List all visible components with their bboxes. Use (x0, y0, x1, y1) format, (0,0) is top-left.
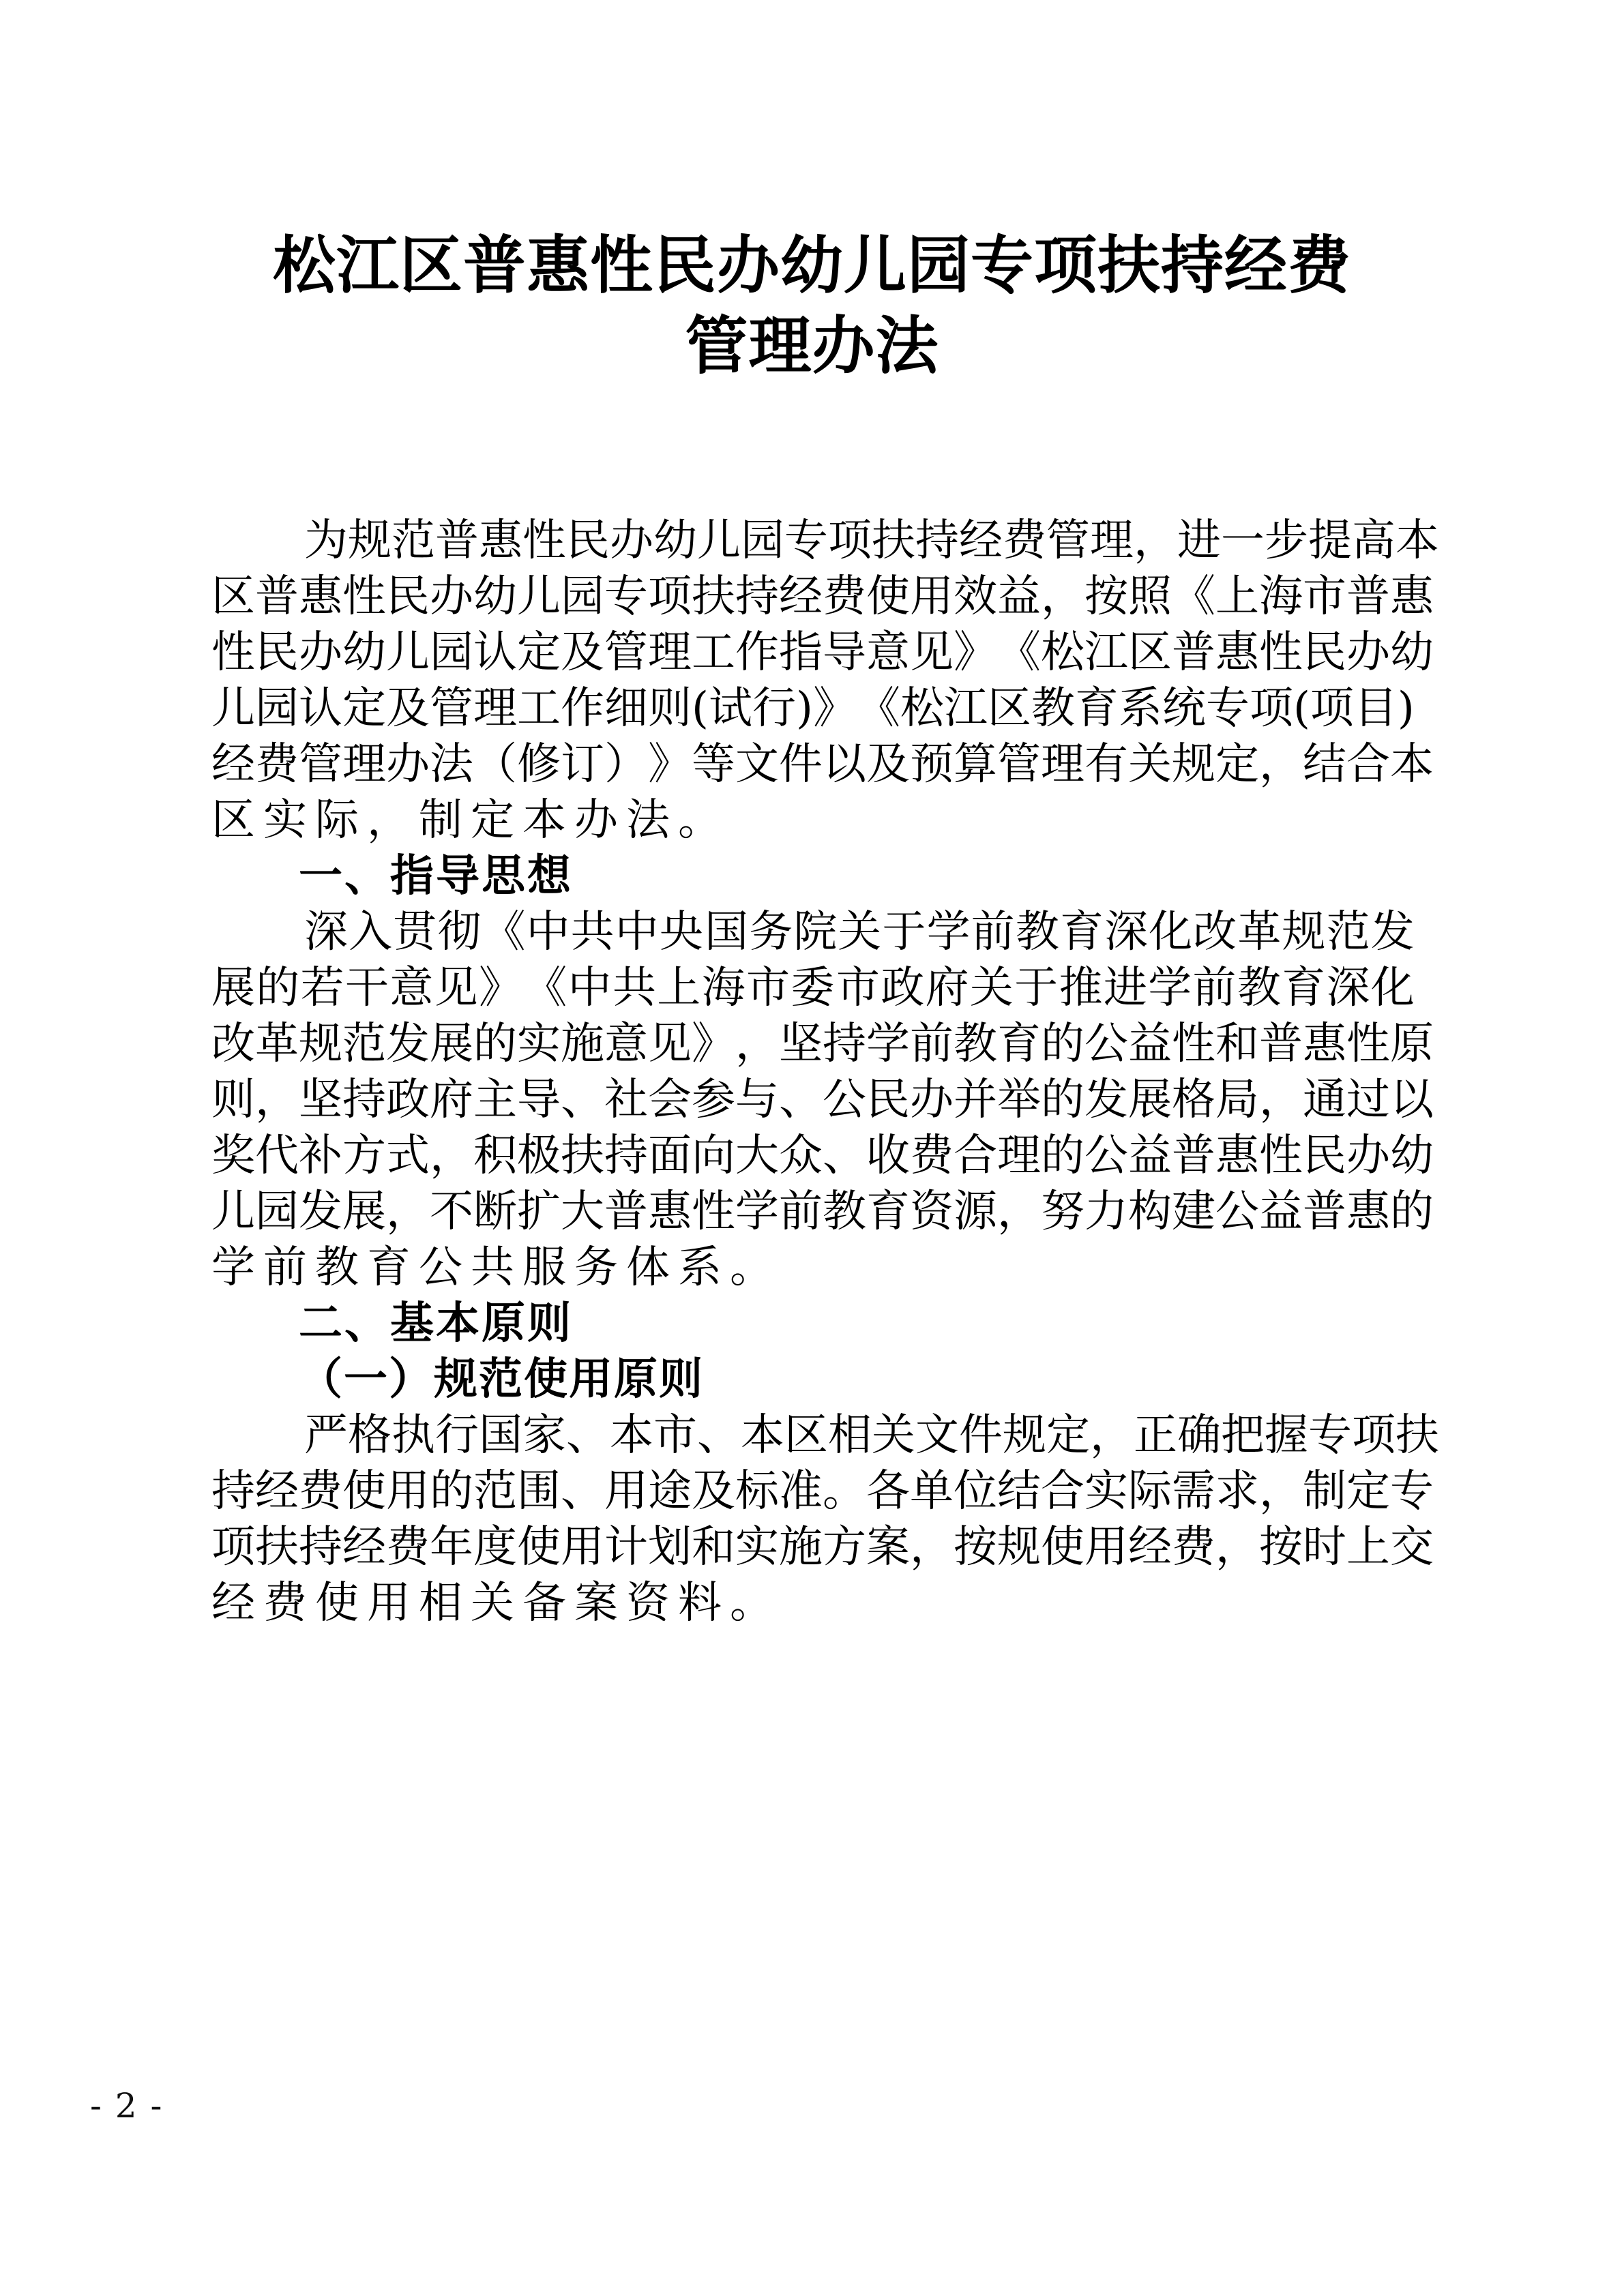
subsection-2-1-line-3: 项 扶 持 经 费 年 度 使 用 计 划 和 实 施 方 案 ， 按 规 使 用 经 费 ， 按 时 上 交 (211, 1522, 1434, 1572)
section-1-line-3: 改 革 规 范 发 展 的 实 施 意 见 》 ， 坚 持 学 前 教 育 的 公 益 性 和 普 惠 性 原 (211, 1019, 1434, 1069)
preamble-line-4: 儿 园 认 定 及 管 理 工 作 细 则 ( 试 行 ) 》 《 松 江 区 教 育 系 统 专 项 ( 项 目 ) (211, 683, 1415, 734)
document-title-line-2: 管理办法 (685, 309, 939, 383)
document-title (0, 225, 1624, 386)
preamble-paragraph (211, 513, 1439, 848)
section-1-line-5: 奖 代 补 方 式 ， 积 极 扶 持 面 向 大 众 、 收 费 合 理 的 公 益 普 惠 性 民 办 幼 (211, 1131, 1434, 1181)
section-heading-2: 二、基本原则 (299, 1298, 573, 1349)
section-1-line-6: 儿 园 发 展 ， 不 断 扩 大 普 惠 性 学 前 教 育 资 源 ， 努 力 构 建 公 益 普 惠 的 (211, 1187, 1434, 1237)
section-1-line-7: 学前教育公共服务体系。 (211, 1242, 782, 1293)
subsection-2-1-line-4: 经费使用相关备案资料。 (211, 1578, 782, 1628)
section-1-paragraph-1 (211, 904, 1434, 1296)
page-number: - 2 - (90, 2086, 164, 2126)
document-body (211, 513, 1439, 1631)
subsection-2-1-line-2: 持 经 费 使 用 的 范 围 、 用 途 及 标 准 。 各 单 位 结 合 实 际 需 求 ， 制 定 专 (211, 1466, 1434, 1517)
preamble-line-1: 为 规 范 普 惠 性 民 办 幼 儿 园 专 项 扶 持 经 费 管 理 ， 进 一 步 提 高 本 (304, 516, 1439, 566)
preamble-line-2: 区 普 惠 性 民 办 幼 儿 园 专 项 扶 持 经 费 使 用 效 益 ， 按 照 《 上 海 市 普 惠 (211, 571, 1434, 622)
preamble-line-5: 经 费 管 理 办 法 （ 修 订 ） 》 等 文 件 以 及 预 算 管 理 有 关 规 定 ， 结 合 本 (211, 739, 1434, 790)
section-heading-1: 一、指导思想 (299, 851, 573, 901)
section-1-line-1: 深 入 贯 彻 《 中 共 中 央 国 务 院 关 于 学 前 教 育 深 化 改 革 规 范 发 (304, 907, 1415, 957)
document-title-line-1: 松江区普惠性民办幼儿园专项扶持经费 (272, 228, 1351, 302)
preamble-line-3: 性 民 办 幼 儿 园 认 定 及 管 理 工 作 指 导 意 见 》 《 松 江 区 普 惠 性 民 办 幼 (211, 627, 1434, 678)
subsection-heading-2-1: （一）规范使用原则 (299, 1354, 704, 1405)
subsection-2-1-line-1: 严 格 执 行 国 家 、 本 市 、 本 区 相 关 文 件 规 定 ， 正 确 把 握 专 项 扶 (304, 1410, 1439, 1461)
section-1-line-4: 则 ， 坚 持 政 府 主 导 、 社 会 参 与 、 公 民 办 并 举 的 发 展 格 局 ， 通 过 以 (211, 1075, 1434, 1125)
subsection-2-1-paragraph-1 (211, 1407, 1439, 1631)
preamble-line-6: 区实际，制定本办法。 (211, 795, 730, 846)
section-1-line-2: 展 的 若 干 意 见 》 《 中 共 上 海 市 委 市 政 府 关 于 推 进 学 前 教 育 深 化 (211, 963, 1415, 1013)
